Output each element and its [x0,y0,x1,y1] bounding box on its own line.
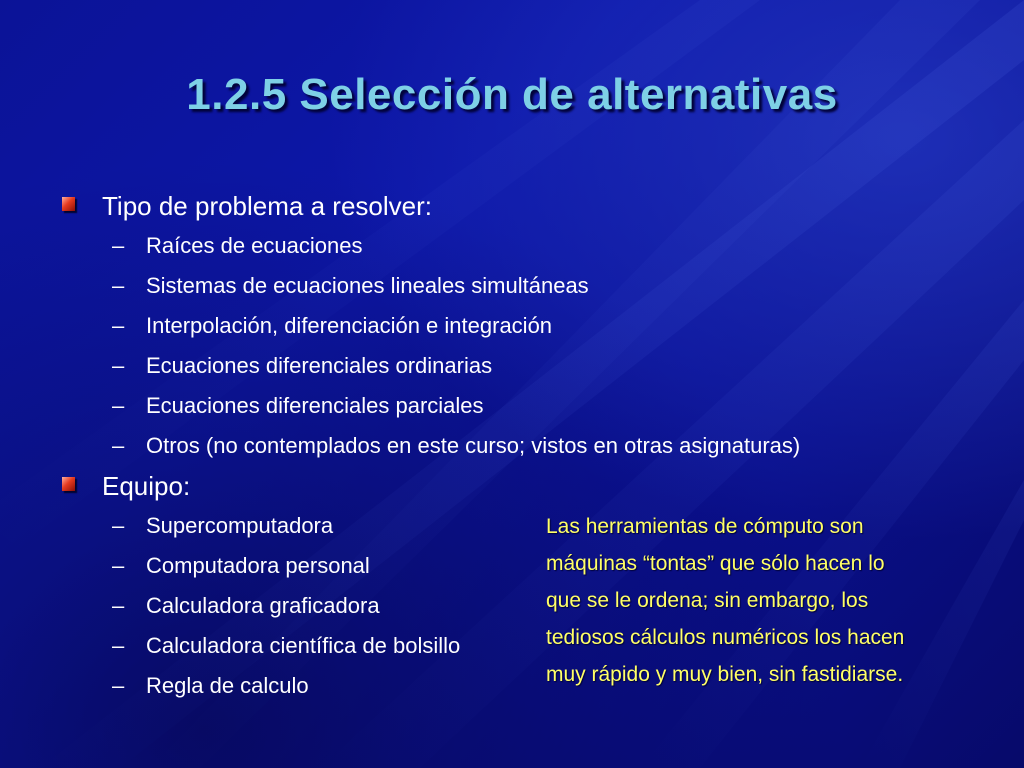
list-item [62,426,962,466]
list-item-label: Calculadora científica de bolsillo [146,633,461,658]
section-heading-label: Tipo de problema a resolver: [102,191,432,221]
side-note-line: muy rápido y muy bien, sin fastidiarse. [546,663,904,686]
dash-bullet: – [112,513,125,538]
list-item-label: Calculadora graficadora [146,593,380,618]
dash-bullet: – [112,553,125,578]
section-heading-label: Equipo: [102,471,191,501]
list-item-label: Otros (no contemplados en este curso; vistos en otras asignaturas) [146,433,801,458]
red-square-bullet-icon [62,197,75,211]
list-item-label: Regla de calculo [146,673,309,698]
list-item-label: Ecuaciones diferenciales ordinarias [146,353,493,378]
side-note-line: Las herramientas de cómputo son [546,515,864,538]
dash-bullet: – [112,393,125,418]
dash-bullet: – [112,313,125,338]
list-item [62,266,962,306]
list-item-label: Sistemas de ecuaciones lineales simultáneas [146,273,589,298]
list-item [62,386,962,426]
slide-title: 1.2.5 Selección de alternativas [186,70,838,119]
list-item-label: Ecuaciones diferenciales parciales [146,393,484,418]
dash-bullet: – [112,353,125,378]
list-item-label: Interpolación, diferenciación e integración [146,313,553,338]
dash-bullet: – [112,273,125,298]
dash-bullet: – [112,593,125,618]
side-note-line: que se le ordena; sin embargo, los [546,589,869,612]
side-note [546,508,1006,693]
list-item [62,306,962,346]
red-square-bullet-icon [62,477,75,491]
list-item-label: Raíces de ecuaciones [146,233,363,258]
list-item [62,346,962,386]
section-heading-problem-type [62,186,962,226]
dash-bullet: – [112,633,125,658]
list-item-label: Supercomputadora [146,513,334,538]
list-item [62,226,962,266]
dash-bullet: – [112,433,125,458]
section-heading-equipment [62,466,962,506]
dash-bullet: – [112,673,125,698]
side-note-line: tediosos cálculos numéricos los hacen [546,626,905,649]
side-note-line: máquinas “tontas” que sólo hacen lo [546,552,885,575]
list-item-label: Computadora personal [146,553,370,578]
dash-bullet: – [112,233,125,258]
